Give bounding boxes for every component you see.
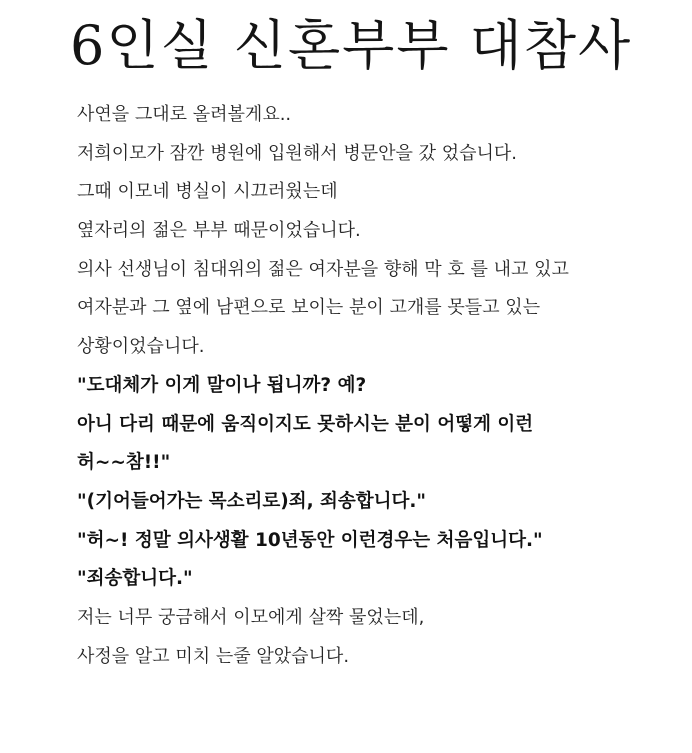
- dialogue-line: "(기어들어가는 목소리로)죄, 죄송합니다.": [77, 490, 427, 512]
- dialogue-line: 허~~참!!": [77, 452, 171, 474]
- body-line: 저희이모가 잠깐 병원에 입원해서 병문안을 갔 었습니다.: [77, 142, 517, 164]
- body-line: 상황이었습니다.: [77, 336, 205, 358]
- body-line: 사연을 그대로 올려볼게요..: [77, 104, 292, 125]
- dialogue-line: "허~! 정말 의사생활 10년동안 이런경우는 처음입니다.": [77, 529, 543, 551]
- body-line: 그때 이모네 병실이 시끄러웠는데: [77, 181, 338, 203]
- body-line: 저는 너무 궁금해서 이모에게 살짝 물었는데,: [77, 606, 425, 628]
- body-line: 여자분과 그 옆에 남편으로 보이는 분이 고개를 못들고 있는: [77, 297, 541, 319]
- body-line: 사정을 알고 미치 는줄 알았습니다.: [77, 645, 350, 667]
- article-body: [77, 96, 677, 676]
- dialogue-line: "죄송합니다.": [77, 568, 193, 590]
- body-line: 의사 선생님이 침대위의 젊은 여자분을 향해 막 호 를 내고 있고: [77, 258, 569, 280]
- body-line: 옆자리의 젊은 부부 때문이었습니다.: [77, 220, 361, 242]
- dialogue-line: "도대체가 이게 말이나 됩니까? 예?: [77, 374, 367, 396]
- dialogue-line: 아니 다리 때문에 움직이지도 못하시는 분이 어떻게 이런: [77, 413, 534, 435]
- article-title: 6인실 신혼부부 대참사: [70, 14, 633, 77]
